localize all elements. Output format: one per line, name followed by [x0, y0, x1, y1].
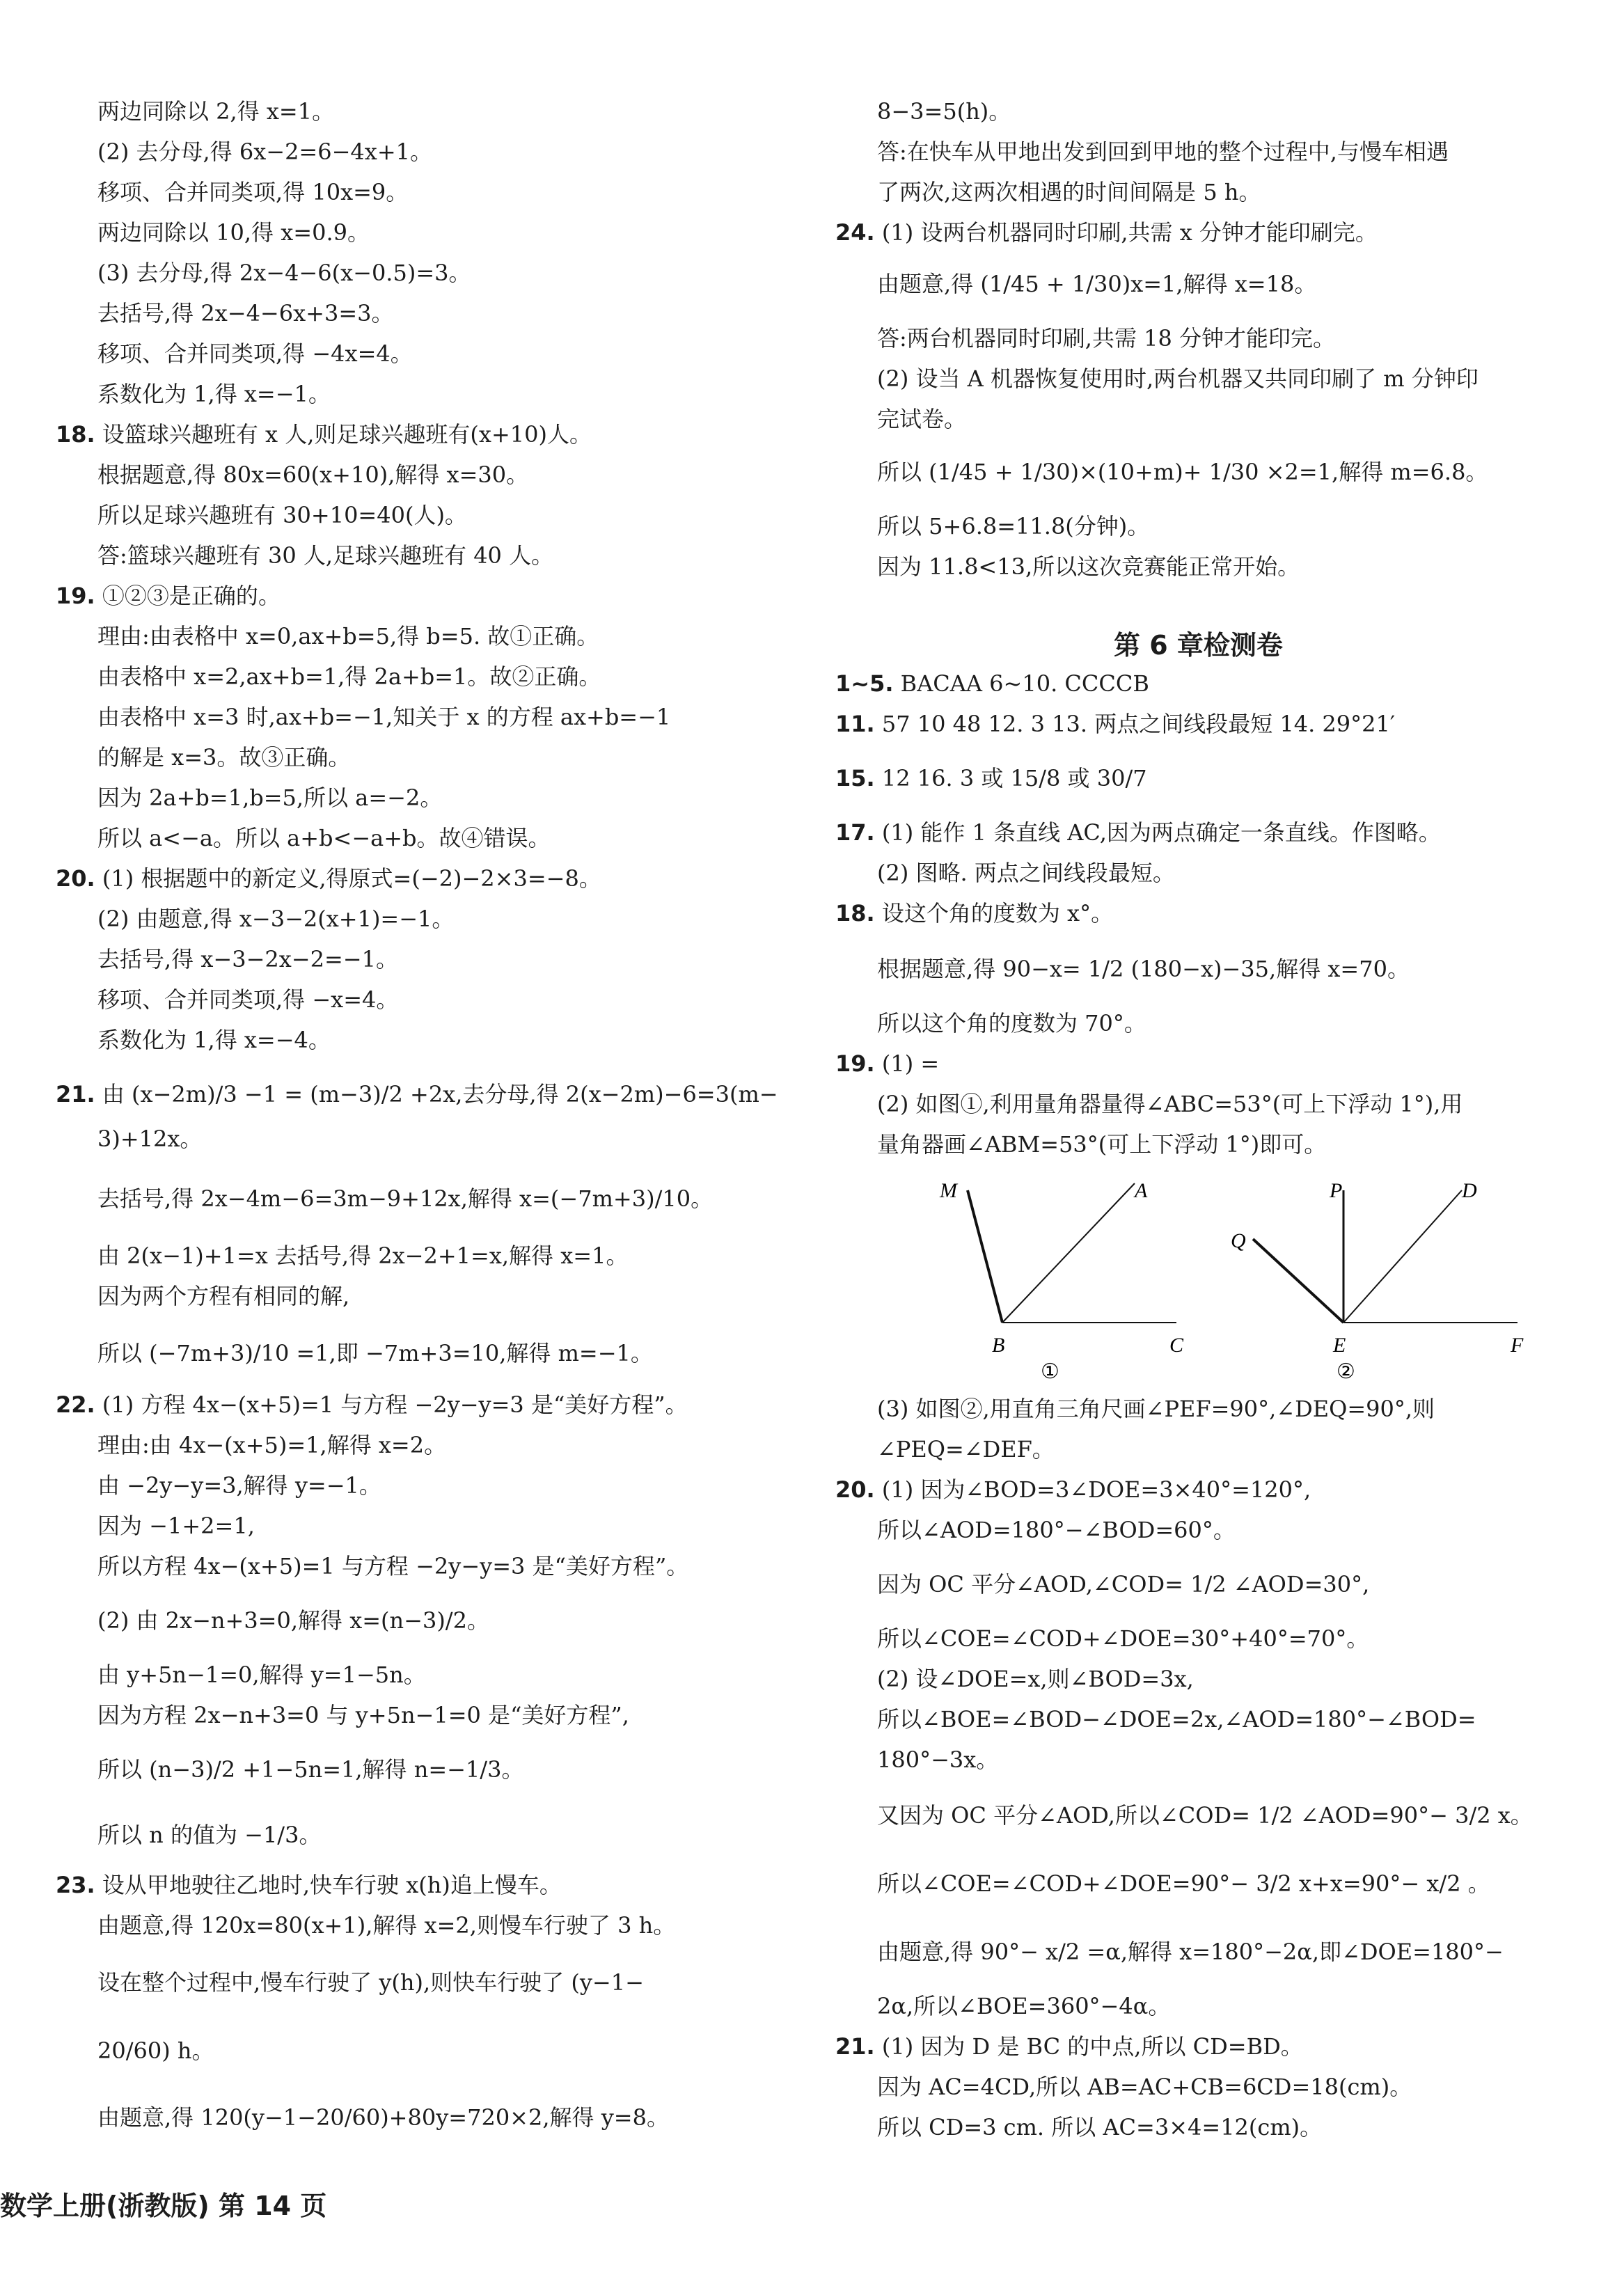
answer-text: (2) 设∠DOE=x,则∠BOD=3x, — [877, 1666, 1194, 1692]
answer-line — [97, 1470, 381, 1501]
answer-line — [877, 511, 1149, 542]
answer-line — [877, 363, 1479, 394]
answer-text: (2) 图略. 两点之间线段最短。 — [877, 860, 1175, 886]
answer-line — [97, 702, 670, 732]
answer-line — [97, 1183, 713, 1214]
answer-text: 因为 AC=4CD,所以 AB=AC+CB=6CD=18(cm)。 — [877, 2074, 1412, 2100]
answer-line — [97, 823, 551, 853]
answer-text: 8−3=5(h)。 — [877, 98, 1011, 125]
question-number: 24. — [835, 219, 875, 246]
answer-line — [877, 858, 1175, 888]
answer-line — [835, 1474, 1311, 1505]
answer-line — [877, 1704, 1476, 1735]
answer-line — [877, 1008, 1146, 1039]
answer-line — [97, 258, 471, 288]
page-footer: 数学上册(浙教版) 第 14 页 — [0, 2191, 327, 2221]
answer-line — [97, 338, 413, 369]
caption-1: ① — [1041, 1359, 1059, 1384]
answer-line — [877, 457, 1488, 487]
answer-text: 180°−3x。 — [877, 1746, 999, 1773]
answer-line — [835, 668, 1149, 699]
answer-text: 所以 (n−3)/2 +1−5n=1,解得 n=−1/3。 — [97, 1756, 524, 1783]
question-number: 18. — [56, 421, 95, 448]
question-number: 19. — [56, 583, 95, 609]
question-number: 17. — [835, 819, 875, 846]
label-a: A — [1135, 1179, 1148, 1202]
answer-text: 因为 −1+2=1, — [97, 1513, 255, 1539]
question-number: 19. — [835, 1050, 875, 1077]
answer-line — [97, 1754, 523, 1785]
answer-line — [877, 2072, 1412, 2102]
answer-text: 完试卷。 — [877, 406, 967, 432]
answer-text: 因为 11.8<13,所以这次竞赛能正常开始。 — [877, 553, 1300, 580]
answer-line — [97, 782, 442, 813]
chapter-heading: 第 6 章检测卷 — [1114, 630, 1283, 661]
answer-line — [97, 1240, 628, 1271]
question-number: 20. — [835, 1476, 875, 1503]
answer-line — [97, 1820, 321, 1850]
answer-text: 去括号,得 2x−4−6x+3=3。 — [97, 300, 394, 326]
label-b: B — [992, 1334, 1005, 1357]
answer-line — [56, 419, 592, 450]
answer-text: BACAA 6~10. CCCCB — [900, 670, 1149, 697]
answer-line — [835, 709, 1395, 739]
answer-line — [877, 1623, 1369, 1654]
answer-line — [835, 2031, 1303, 2062]
answer-line — [877, 404, 966, 434]
answer-line — [877, 1868, 1490, 1899]
answer-line — [877, 1744, 998, 1775]
answer-line — [97, 2035, 214, 2066]
answer-text: 所以 (−7m+3)/10 =1,即 −7m+3=10,解得 m=−1。 — [97, 1340, 653, 1366]
question-number: 15. — [835, 765, 875, 791]
answer-text: 移项、合并同类项,得 −x=4。 — [97, 986, 399, 1013]
answer-text: 所以 a<−a。所以 a+b<−a+b。故④错误。 — [97, 825, 551, 851]
answer-line — [877, 1089, 1463, 1119]
answer-text: 由 (x−2m)/3 −1 = (m−3)/2 +2x,去分母,得 2(x−2m)−6=3(m− — [102, 1081, 778, 1107]
answer-text: 2α,所以∠BOE=360°−4α。 — [877, 1993, 1171, 2019]
answer-line — [835, 763, 1147, 794]
question-number: 22. — [56, 1391, 95, 1418]
figure-angle-pef — [1225, 1169, 1587, 1392]
answer-text: 由表格中 x=3 时,ax+b=−1,知关于 x 的方程 ax+b=−1 — [97, 704, 671, 730]
question-number: 23. — [56, 1872, 95, 1898]
ray-bm — [968, 1190, 1002, 1323]
ray-eq — [1253, 1239, 1343, 1323]
label-c: C — [1169, 1334, 1184, 1357]
answer-text: 理由:由 4x−(x+5)=1,解得 x=2。 — [97, 1432, 447, 1458]
answer-text: 系数化为 1,得 x=−4。 — [97, 1027, 331, 1053]
answer-text: 所以 CD=3 cm. 所以 AC=3×4=12(cm)。 — [877, 2114, 1323, 2140]
answer-line — [97, 96, 334, 127]
answer-line — [877, 1515, 1236, 1545]
answer-text: 去括号,得 2x−4m−6=3m−9+12x,解得 x=(−7m+3)/10。 — [97, 1185, 714, 1212]
answer-text: 所以方程 4x−(x+5)=1 与方程 −2y−y=3 是“美好方程”。 — [97, 1553, 689, 1579]
answer-text: 设这个角的度数为 x°。 — [881, 900, 1114, 926]
answer-text: 所以∠COE=∠COD+∠DOE=90°− 3/2 x+x=90°− x/2 。 — [877, 1870, 1490, 1897]
answer-text: 设篮球兴趣班有 x 人,则足球兴趣班有(x+10)人。 — [102, 421, 592, 448]
answer-line — [97, 1967, 644, 1998]
answer-text: 所以∠COE=∠COD+∠DOE=30°+40°=70°。 — [877, 1625, 1369, 1652]
answer-text: 因为方程 2x−n+3=0 与 y+5n−1=0 是“美好方程”, — [97, 1702, 629, 1728]
answer-line — [97, 984, 398, 1015]
answer-text: 答:两台机器同时印刷,共需 18 分钟才能印完。 — [877, 325, 1336, 352]
answer-line — [877, 1664, 1194, 1694]
label-q: Q — [1231, 1229, 1246, 1252]
answer-line — [97, 2102, 669, 2133]
answer-text: 所以∠BOE=∠BOD−∠DOE=2x,∠AOD=180°−∠BOD= — [877, 1706, 1476, 1733]
answer-text: 去括号,得 x−3−2x−2=−1。 — [97, 946, 398, 972]
answer-text: 根据题意,得 80x=60(x+10),解得 x=30。 — [97, 462, 529, 488]
answer-line — [877, 954, 1410, 984]
answer-text: 了两次,这两次相遇的时间间隔是 5 h。 — [877, 179, 1261, 205]
question-number: 18. — [835, 900, 875, 926]
question-number: 1~5. — [835, 670, 894, 697]
answer-line — [877, 269, 1316, 299]
ray-ba — [1002, 1183, 1135, 1323]
answer-line — [97, 1910, 675, 1941]
answer-line — [97, 298, 394, 329]
answer-line — [97, 1511, 255, 1541]
answer-text: (1) 根据题中的新定义,得原式=(−2)−2×3=−8。 — [102, 865, 601, 892]
answer-line — [97, 459, 528, 490]
answer-line — [97, 379, 331, 409]
answer-line — [877, 1991, 1170, 2021]
answer-text: (3) 如图②,用直角三角尺画∠PEF=90°,∠DEQ=90°,则 — [877, 1396, 1435, 1422]
answer-text: ∠PEQ=∠DEF。 — [877, 1436, 1055, 1462]
answer-line — [835, 1048, 939, 1079]
answer-text: 移项、合并同类项,得 10x=9。 — [97, 179, 409, 205]
answer-text: (1) 因为∠BOD=3∠DOE=3×40°=120°, — [881, 1476, 1311, 1503]
answer-text: 由题意,得 (1/45 + 1/30)x=1,解得 x=18。 — [877, 271, 1317, 297]
answer-text: 由 2(x−1)+1=x 去括号,得 2x−2+1=x,解得 x=1。 — [97, 1243, 629, 1269]
answer-line — [56, 1389, 688, 1420]
answer-text: 的解是 x=3。故③正确。 — [97, 744, 351, 771]
answer-line — [835, 217, 1378, 248]
question-number: 21. — [56, 1081, 95, 1107]
answer-line — [877, 1569, 1369, 1600]
answer-text: 设在整个过程中,慢车行驶了 y(h),则快车行驶了 (y−1− — [97, 1969, 644, 1996]
label-d: D — [1462, 1179, 1477, 1202]
answer-line — [97, 1659, 426, 1690]
answer-line — [877, 1129, 1326, 1160]
answer-line — [877, 1937, 1504, 1967]
answer-text: (1) 方程 4x−(x+5)=1 与方程 −2y−y=3 是“美好方程”。 — [102, 1391, 688, 1418]
answer-line — [97, 177, 408, 207]
answer-text: 所以 n 的值为 −1/3。 — [97, 1822, 322, 1848]
answer-line — [877, 96, 1011, 127]
answer-text: (1) 因为 D 是 BC 的中点,所以 CD=BD。 — [881, 2033, 1303, 2060]
answer-text: 由题意,得 90°− x/2 =α,解得 x=180°−2α,即∠DOE=180°− — [877, 1939, 1504, 1965]
answer-text: 量角器画∠ABM=53°(可上下浮动 1°)即可。 — [877, 1131, 1327, 1158]
answer-text: 答:篮球兴趣班有 30 人,足球兴趣班有 40 人。 — [97, 542, 554, 569]
answer-line — [835, 817, 1441, 848]
answer-line — [877, 1394, 1435, 1424]
question-number: 21. — [835, 2033, 875, 2060]
answer-text: 12 16. 3 或 15/8 或 30/7 — [881, 765, 1147, 791]
answer-line — [97, 944, 398, 975]
answer-text: (2) 如图①,利用量角器量得∠ABC=53°(可上下浮动 1°),用 — [877, 1091, 1463, 1117]
answer-text: (2) 去分母,得 6x−2=6−4x+1。 — [97, 139, 432, 165]
answer-text: 因为两个方程有相同的解, — [97, 1283, 350, 1309]
answer-line — [97, 540, 553, 571]
answer-text: (3) 去分母,得 2x−4−6(x−0.5)=3。 — [97, 260, 471, 286]
caption-2: ② — [1337, 1359, 1355, 1384]
answer-text: 又因为 OC 平分∠AOD,所以∠COD= 1/2 ∠AOD=90°− 3/2 x。 — [877, 1802, 1533, 1829]
answer-text: (2) 由 2x−n+3=0,解得 x=(n−3)/2。 — [97, 1607, 489, 1634]
answer-text: 因为 2a+b=1,b=5,所以 a=−2。 — [97, 784, 443, 811]
answer-line — [97, 621, 599, 652]
answer-line — [97, 1605, 489, 1636]
answer-text: (1) 设两台机器同时印刷,共需 x 分钟才能印刷完。 — [881, 219, 1378, 246]
answer-line — [56, 863, 601, 894]
answer-text: 所以 5+6.8=11.8(分钟)。 — [877, 513, 1150, 539]
answer-text: 由 y+5n−1=0,解得 y=1−5n。 — [97, 1662, 426, 1688]
answer-line — [97, 1551, 688, 1582]
answer-line — [877, 1434, 1055, 1465]
answer-text: (2) 设当 A 机器恢复使用时,两台机器又共同印刷了 m 分钟印 — [877, 365, 1479, 392]
answer-text: 根据题意,得 90−x= 1/2 (180−x)−35,解得 x=70。 — [877, 956, 1410, 982]
question-number: 20. — [56, 865, 95, 892]
answer-line — [97, 1025, 331, 1055]
answer-text: (1) 能作 1 条直线 AC,因为两点确定一条直线。作图略。 — [881, 819, 1441, 846]
label-p: P — [1330, 1179, 1343, 1202]
label-f: F — [1511, 1334, 1524, 1357]
answer-text: 两边同除以 10,得 x=0.9。 — [97, 219, 370, 246]
answer-line — [97, 217, 370, 248]
figure-angle-abc — [926, 1169, 1274, 1392]
answer-line — [97, 500, 467, 530]
answer-line — [835, 898, 1113, 929]
answer-line — [97, 661, 601, 692]
answer-line — [97, 1123, 202, 1154]
answer-line — [877, 551, 1300, 582]
answer-line — [877, 1800, 1533, 1831]
answer-text: 两边同除以 2,得 x=1。 — [97, 98, 335, 125]
answer-text: 因为 OC 平分∠AOD,∠COD= 1/2 ∠AOD=30°, — [877, 1571, 1370, 1598]
answer-text: 由题意,得 120(y−1−20/60)+80y=720×2,解得 y=8。 — [97, 2104, 669, 2131]
answer-line — [56, 1870, 562, 1900]
answer-line — [56, 581, 281, 611]
question-number: 11. — [835, 711, 875, 737]
answer-line — [877, 136, 1449, 167]
answer-line — [97, 1338, 653, 1369]
answer-text: 由 −2y−y=3,解得 y=−1。 — [97, 1472, 381, 1499]
label-m: M — [940, 1179, 957, 1202]
answer-text: 57 10 48 12. 3 13. 两点之间线段最短 14. 29°21′ — [881, 711, 1396, 737]
answer-text: 答:在快车从甲地出发到回到甲地的整个过程中,与慢车相遇 — [877, 139, 1449, 165]
answer-text: 所以这个角的度数为 70°。 — [877, 1010, 1146, 1036]
answer-text: (2) 由题意,得 x−3−2(x+1)=−1。 — [97, 906, 455, 932]
answer-text: ①②③是正确的。 — [102, 583, 281, 609]
label-e: E — [1333, 1334, 1346, 1357]
answer-text: 由题意,得 120x=80(x+1),解得 x=2,则慢车行驶了 3 h。 — [97, 1912, 676, 1939]
answer-text: 系数化为 1,得 x=−1。 — [97, 381, 331, 407]
answer-text: 设从甲地驶往乙地时,快车行驶 x(h)追上慢车。 — [102, 1872, 562, 1898]
answer-line — [877, 2112, 1322, 2143]
answer-line — [877, 323, 1335, 354]
answer-line — [97, 904, 454, 934]
answer-line — [97, 136, 432, 167]
answer-text: 理由:由表格中 x=0,ax+b=5,得 b=5. 故①正确。 — [97, 623, 599, 649]
answer-text: 移项、合并同类项,得 −4x=4。 — [97, 340, 413, 367]
answer-line — [97, 1281, 349, 1311]
answer-line — [97, 1700, 629, 1730]
answer-text: 由表格中 x=2,ax+b=1,得 2a+b=1。故②正确。 — [97, 663, 601, 690]
answer-line — [877, 177, 1261, 207]
answer-text: 3)+12x。 — [97, 1126, 203, 1152]
answer-line — [97, 1430, 446, 1460]
answer-text: 20/60) h。 — [97, 2037, 214, 2064]
answer-line — [56, 1079, 778, 1110]
ray-ed — [1343, 1190, 1462, 1323]
answer-line — [97, 742, 350, 773]
answer-text: 所以∠AOD=180°−∠BOD=60°。 — [877, 1517, 1236, 1543]
answer-text: (1) = — [881, 1050, 940, 1077]
answer-text: 所以足球兴趣班有 30+10=40(人)。 — [97, 502, 467, 528]
answer-text: 所以 (1/45 + 1/30)×(10+m)+ 1/30 ×2=1,解得 m=6.8。 — [877, 459, 1488, 485]
